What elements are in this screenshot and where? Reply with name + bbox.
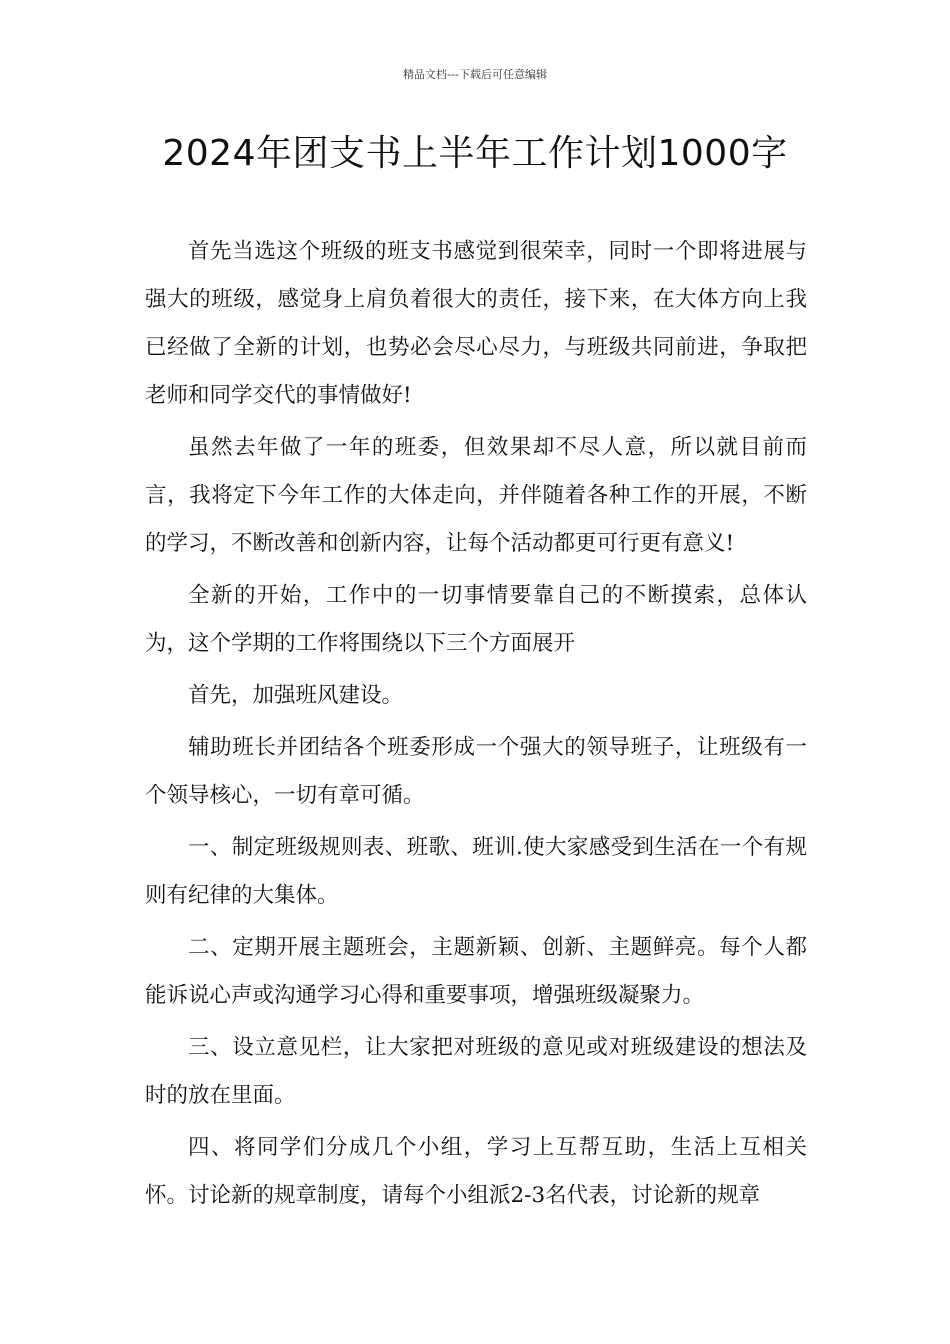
- paragraph: 一、制定班级规则表、班歌、班训.使大家感受到生活在一个有规则有纪律的大集体。: [145, 835, 807, 908]
- paragraph: 三、设立意见栏，让大家把对班级的意见或对班级建设的想法及时的放在里面。: [145, 1035, 807, 1108]
- paragraph: 二、定期开展主题班会，主题新颖、创新、主题鲜亮。每个人都能诉说心声或沟通学习心得和重要事项，增强班级凝聚力。: [145, 935, 807, 1008]
- document-title: 2024年团支书上半年工作计划1000字: [162, 133, 788, 174]
- paragraph: 四、将同学们分成几个小组，学习上互帮互助，生活上互相关怀。讨论新的规章制度，请每个小组派2-3名代表，讨论新的规章: [145, 1135, 807, 1208]
- paragraph: 辅助班长并团结各个班委形成一个强大的领导班子，让班级有一个领导核心，一切有章可循。: [145, 735, 807, 808]
- page-header-note: 精品文档---下载后可任意编辑: [403, 68, 547, 81]
- paragraph: 全新的开始，工作中的一切事情要靠自己的不断摸索，总体认为，这个学期的工作将围绕以下三个方面展开: [145, 583, 807, 656]
- paragraph: 首先当选这个班级的班支书感觉到很荣幸，同时一个即将进展与强大的班级，感觉身上肩负着很大的责任，接下来，在大体方向上我已经做了全新的计划，也势必会尽心尽力，与班级共同前进，争取把老师和同学交代的事情做好!: [145, 239, 807, 408]
- document-body: [145, 228, 807, 1224]
- paragraph: 首先，加强班风建设。: [188, 683, 404, 708]
- paragraph: 虽然去年做了一年的班委，但效果却不尽人意，所以就目前而言，我将定下今年工作的大体走向，并伴随着各种工作的开展，不断的学习，不断改善和创新内容，让每个活动都更可行更有意义!: [145, 435, 807, 556]
